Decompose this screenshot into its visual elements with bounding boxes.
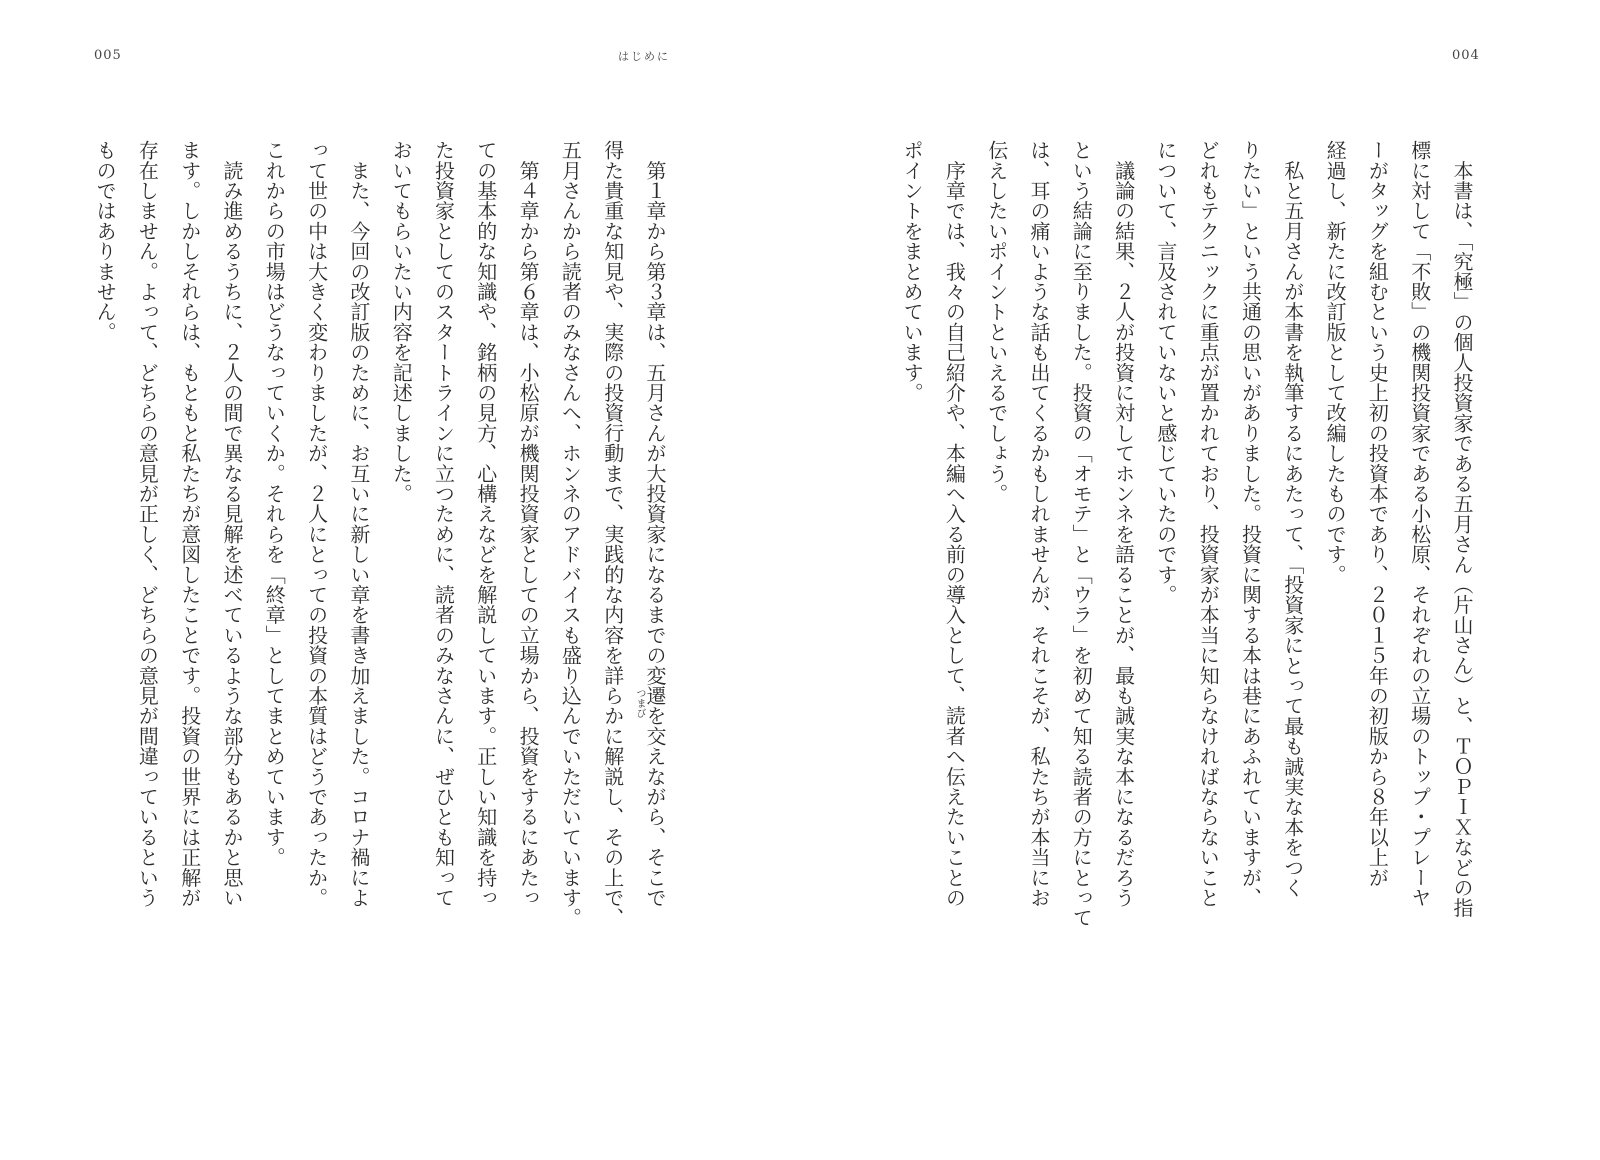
text-line: って世の中は大きく変わりましたが、２人にとっての投資の本質はどうであったか。 [304,140,329,908]
ruby-annotation: つまび [634,688,645,718]
text-line: 存在しません。よって、どちらの意見が正しく、どちらの意見が間違っているという [135,140,160,908]
text-line: りたい」という共通の思いがありました。投資に関する本は巷にあふれていますが、 [1238,140,1263,908]
text-line: 標に対して「不敗」の機関投資家である小松原、それぞれの立場のトップ・プレーヤ [1407,140,1432,908]
text-line: 伝えしたいポイントといえるでしょう。 [984,140,1009,504]
text-line: 得た貴重な知見や、実際の投資行動まで、実践的な内容を詳らかに解説し、その上で、 [600,140,625,928]
text-line: という結論に至りました。投資の「オモテ」と「ウラ」を初めて知る読者の方にとって [1069,140,1094,928]
text-line: は、耳の痛いような話も出てくるかもしれませんが、それこそが、私たちが本当にお [1027,140,1051,908]
text-line: これからの市場はどうなっていくか。それらを「終章」としてまとめています。 [262,140,287,868]
text-line: 私と五月さんが本書を執筆するにあたって、「投資家にとって最も誠実な本をつく [1280,140,1305,898]
text-line: 五月さんから読者のみなさんへ、ホンネのアドバイスも盛り込んでいただいています。 [558,140,583,928]
text-line: 読み進めるうちに、２人の間で異なる見解を述べているような部分もあるかと思い [220,140,244,908]
running-head: はじめに [618,50,670,63]
text-line: 第４章から第６章は、小松原が機関投資家としての立場から、投資をするにあたっ [516,140,541,908]
text-line: 本書は、「究極」の個人投資家である五月さん（片山さん）と、ＴＯＰＩＸなどの指 [1450,140,1474,918]
text-line: について、言及されていないと感じていたのです。 [1153,140,1178,605]
text-line: 序章では、我々の自己紹介や、本編へ入る前の導入として、読者へ伝えたいことの [942,140,967,908]
page-number-right: 004 [1452,48,1480,63]
page-number-left: 005 [94,48,122,63]
text-line: また、今回の改訂版のために、お互いに新しい章を書き加えました。コロナ禍によ [346,140,371,908]
text-line: 第１章から第３章は、五月さんが大投資家になるまでの変遷を交えながら、そこで [643,140,667,908]
text-line: ての基本的な知識や、銘柄の見方、心構えなどを解説しています。正しい知識を持っ [473,140,498,908]
text-line: ます。しかしそれらは、もともと私たちが意図したことです。投資の世界には正解が [177,140,202,908]
text-line: おいてもらいたい内容を記述しました。 [389,140,414,504]
text-line: た投資家としてのスタートラインに立つために、読者のみなさんに、ぜひとも知って [431,140,456,908]
text-line: 経過し、新たに改訂版として改編したものです。 [1323,140,1348,585]
text-line: 議論の結果、２人が投資に対してホンネを語ることが、最も誠実な本になるだろう [1111,140,1136,908]
text-line: ーがタッグを組むという史上初の投資本であり、２０１５年の初版から８年以上が [1365,140,1390,888]
text-line: ものではありません。 [93,140,118,342]
text-line: どれもテクニックに重点が置かれており、投資家が本当に知らなければならないこと [1196,140,1221,908]
text-line: ポイントをまとめています。 [900,140,925,403]
